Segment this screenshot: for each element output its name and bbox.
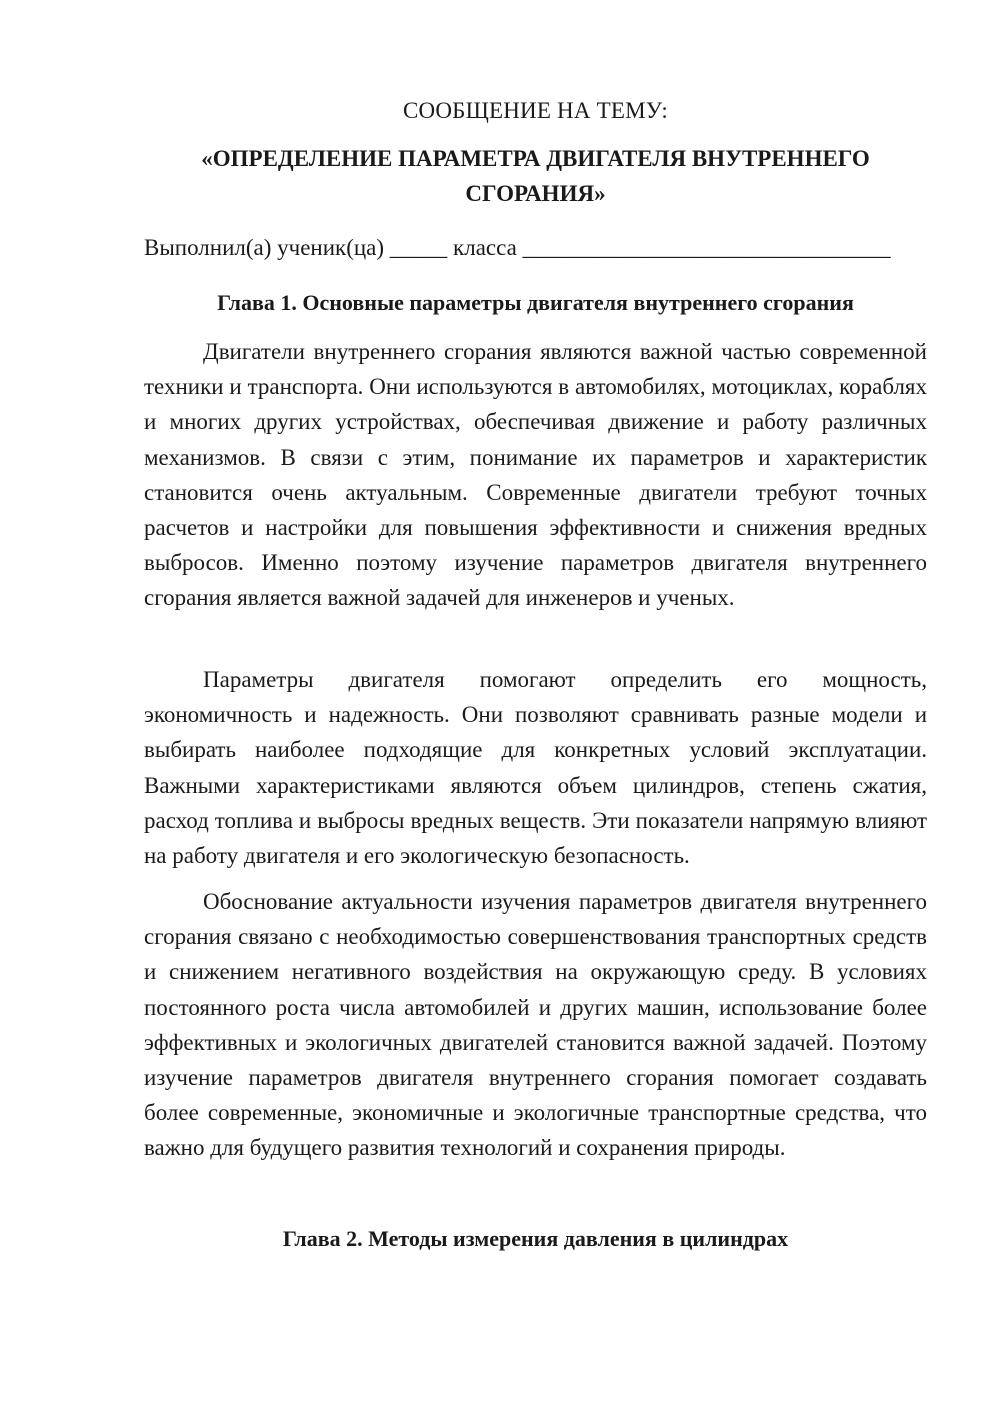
document-title: «ОПРЕДЕЛЕНИЕ ПАРАМЕТРА ДВИГАТЕЛЯ ВНУТРЕННЕГО СГОРАНИЯ» [201,146,870,206]
chapter-1-paragraph-3: Обоснование актуальности изучения параметров двигателя внутреннего сгорания связано с необходимостью совершенствования транспортных средств и снижением негативного воздействия на окружающую среду. В условиях постоянного роста числа автомобилей и других машин, использование более эффективных и экологичных двигателей становится важной задачей. Поэтому изучение параметров двигателя внутреннего сгорания помогает создавать более современные, экономичные и экологичные транспортные средства, что важно для будущего развития технологий и сохранения природы. [144,889,927,1161]
author-line: Выполнил(а) ученик(ца) _____ класса ________________________________ [144,235,891,260]
chapter-1-title: Глава 1. Основные параметры двигателя внутреннего сгорания [217,290,854,315]
chapter-1-paragraph-2: Параметры двигателя помогают определить его мощность, экономичность и надежность. Они позволяют сравнивать разные модели и выбирать наиболее подходящие для конкретных условий эксплуатации. Важными характеристиками являются объем цилиндров, степень сжатия, расход топлива и выбросы вредных веществ. Эти показатели напрямую влияют на работу двигателя и его экологическую безопасность. [144,667,927,869]
document-heading: СООБЩЕНИЕ НА ТЕМУ: [403,98,668,123]
chapter-2-title: Глава 2. Методы измерения давления в цилиндрах [282,1226,789,1251]
chapter-1-paragraph-1: Двигатели внутреннего сгорания являются важной частью современной техники и транспорта. Они используются в автомобилях, мотоциклах, кораблях и многих других устройствах, обеспечивая движение и работу различных механизмов. В связи с этим, понимание их параметров и характеристик становится очень актуальным. Современные двигатели требуют точных расчетов и настройки для повышения эффективности и снижения вредных выбросов. Именно поэтому изучение параметров двигателя внутреннего сгорания является важной задачей для инженеров и ученых. [144,339,927,611]
